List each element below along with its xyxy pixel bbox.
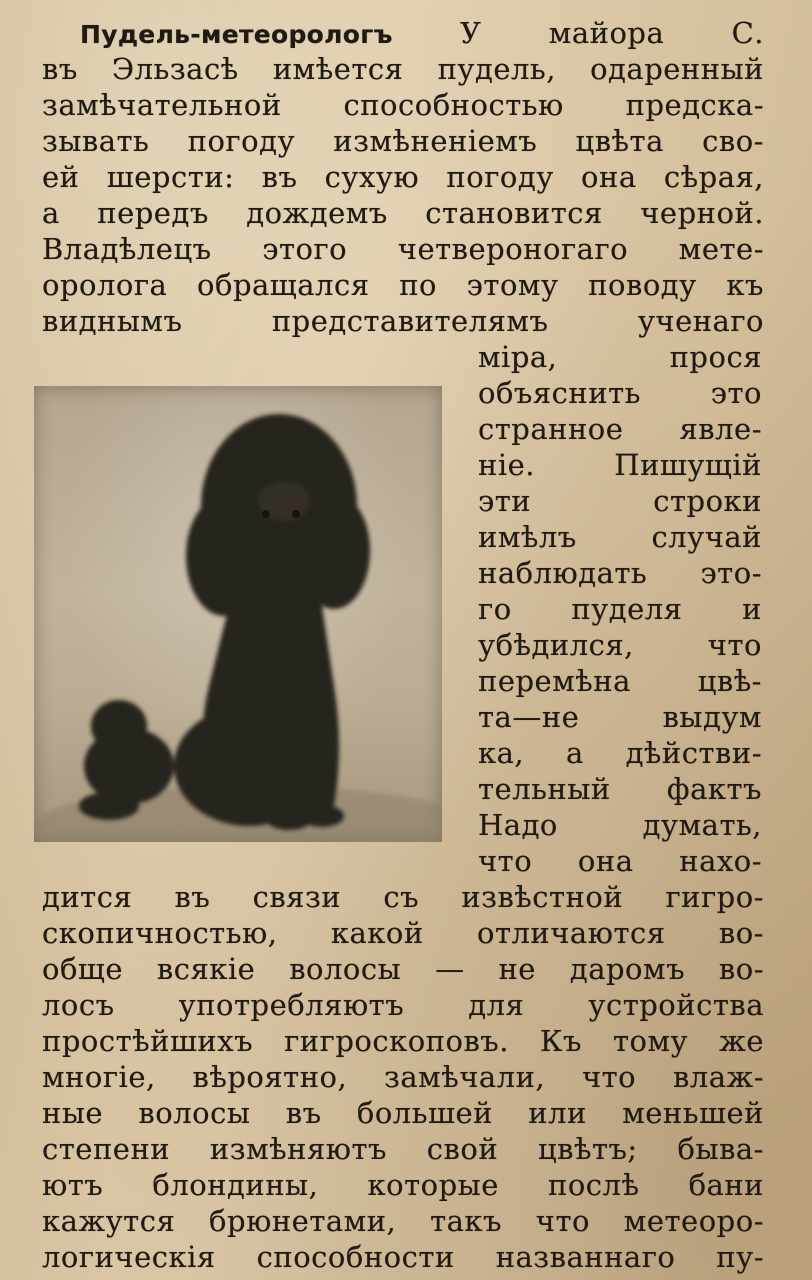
text-line: что она нахо-: [478, 844, 762, 878]
text-line: многіе, вѣроятно, замѣчали, что влаж-: [42, 1060, 764, 1094]
text-line: объяснить это: [478, 376, 762, 410]
text-line: ніе. Пишущій: [478, 448, 762, 482]
text-line: виднымъ представителямъ ученаго: [42, 304, 764, 338]
text-line: простѣйшихъ гигроскоповъ. Къ тому же: [42, 1024, 764, 1058]
text-line: міра, прося: [478, 340, 762, 374]
text-line: ные волосы въ большей или меньшей: [42, 1096, 764, 1130]
text-line: убѣдился, что: [478, 628, 762, 662]
article-headline: Пудель-метеорологъ: [80, 20, 393, 49]
text-line: ей шерсти: въ сухую погоду она сѣрая,: [42, 160, 764, 194]
text-line: странное явле-: [478, 412, 762, 446]
text-line: въ Эльзасѣ имѣется пудель, одаренный: [42, 52, 764, 86]
poodle-illustration: [34, 386, 442, 842]
text-line: У майора С.: [460, 16, 765, 50]
text-line: замѣчательной способностью предска-: [42, 88, 764, 122]
text-line: Надо думать,: [478, 808, 762, 842]
text-line: оролога обращался по этому поводу къ: [42, 268, 764, 302]
text-line: ка, а дѣйстви-: [478, 736, 762, 770]
text-line: наблюдать это-: [478, 556, 762, 590]
text-line: тельный фактъ: [478, 772, 762, 806]
text-line: скопичностью, какой отличаются во-: [42, 916, 764, 950]
poodle-photo: [34, 386, 442, 842]
text-line: обще всякіе волосы — не даромъ во-: [42, 952, 764, 986]
text-line: ютъ блондины, которые послѣ бани: [42, 1168, 764, 1202]
text-line: зывать погоду измѣненіемъ цвѣта сво-: [42, 124, 764, 158]
text-line: дится въ связи съ извѣстной гигро-: [42, 880, 764, 914]
text-line: имѣлъ случай: [478, 520, 762, 554]
text-line: кажутся брюнетами, такъ что метеоро-: [42, 1204, 764, 1238]
text-line: логическія способности названнаго пу-: [42, 1240, 764, 1274]
text-line: перемѣна цвѣ-: [478, 664, 762, 698]
text-line: а передъ дождемъ становится черной.: [42, 196, 764, 230]
text-line: лосъ употребляютъ для устройства: [42, 988, 764, 1022]
text-line: Владѣлецъ этого четвероногаго мете-: [42, 232, 764, 266]
text-line: степени измѣняютъ свой цвѣтъ; быва-: [42, 1132, 764, 1166]
text-line: та—не выдум: [478, 700, 762, 734]
first-line: [80, 16, 764, 51]
text-line: го пуделя и: [478, 592, 762, 626]
text-line: эти строки: [478, 484, 762, 518]
